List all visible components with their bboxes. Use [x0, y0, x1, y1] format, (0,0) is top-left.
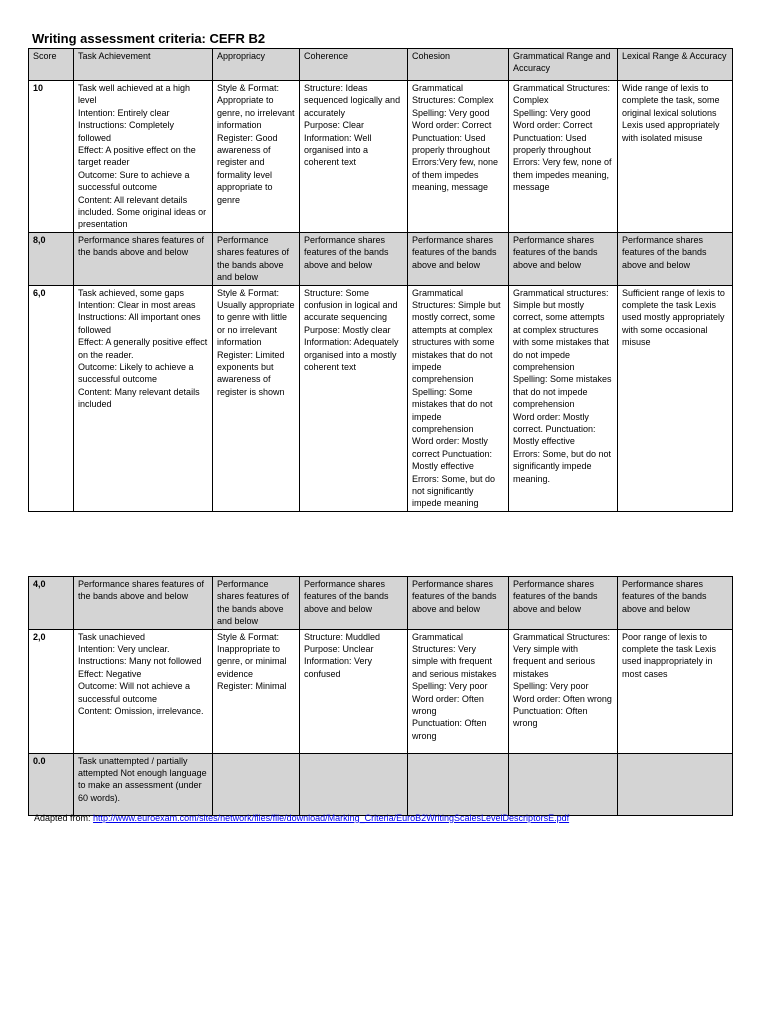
score-cell: 6,0	[29, 285, 74, 511]
coherence-cell: Performance shares features of the bands above and below	[300, 577, 408, 630]
task-cell: Task unattempted / partially attempted Not enough language to make an assessment (under 60 words).	[74, 753, 213, 815]
task-cell: Performance shares features of the bands above and below	[74, 232, 213, 285]
cohesion-cell: Grammatical Structures: Very simple with frequent and serious mistakes Spelling: Very poor Word order: Often wrong Punctuation: Often wrong	[408, 629, 509, 753]
appropriacy-cell: Style & Format: Inappropriate to genre, or minimal evidence Register: Minimal	[213, 629, 300, 753]
band-2-row	[29, 629, 733, 753]
appropriacy-cell: Style & Format: Appropriate to genre, no irrelevant information Register: Good awareness of register and formality level appropriate to genre	[213, 81, 300, 233]
band-0-row	[29, 753, 733, 815]
band-6-row	[29, 285, 733, 511]
grammar-cell: Grammatical Structures: Complex Spelling: Very good Word order: Correct Punctuation: Used properly throughout Errors: Very few, none of them impedes meaning, message	[509, 81, 618, 233]
grammar-cell: Grammatical Structures: Very simple with frequent and serious mistakes Spelling: Very poor Word order: Often wrong Punctuation: Often wrong	[509, 629, 618, 753]
score-cell: 0.0	[29, 753, 74, 815]
grammar-cell-empty	[509, 753, 618, 815]
source-footer	[34, 813, 569, 823]
score-cell: 2,0	[29, 629, 74, 753]
lexical-cell: Wide range of lexis to complete the task, some original lexical solutions Lexis used appropriately with isolated misuse	[618, 81, 733, 233]
coherence-cell: Structure: Muddled Purpose: Unclear Information: Very confused	[300, 629, 408, 753]
coherence-cell: Structure: Some confusion in logical and accurate sequencing Purpose: Mostly clear Information: Adequately organised into a mostly coherent text	[300, 285, 408, 511]
cohesion-cell: Performance shares features of the bands above and below	[408, 577, 509, 630]
grammar-cell: Grammatical structures: Simple but mostly correct, some attempts at complex structures with some mistakes that do not impede comprehension Spelling: Some mistakes that do not impede comprehension Word order: Mostly correct. Punctuation: Mostly effective Errors: Some, but do not significantly impede meaning.	[509, 285, 618, 511]
coherence-cell-empty	[300, 753, 408, 815]
header-task-achievement: Task Achievement	[74, 49, 213, 81]
appropriacy-cell-empty	[213, 753, 300, 815]
cohesion-cell: Grammatical Structures: Simple but mostly correct, some attempts at complex structures with some mistakes that do not impede comprehension Spelling: Some mistakes that do not impede comprehension Word order: Mostly correct Punctuation: Mostly effective Errors: Some, but do not significantly impede meaning	[408, 285, 509, 511]
lexical-cell: Sufficient range of lexis to complete the task Lexis used mostly appropriately with some occasional misuse	[618, 285, 733, 511]
lexical-cell: Performance shares features of the bands above and below	[618, 232, 733, 285]
lexical-cell: Performance shares features of the bands above and below	[618, 577, 733, 630]
header-grammatical-range: Grammatical Range and Accuracy	[509, 49, 618, 81]
lexical-cell: Poor range of lexis to complete the task Lexis used inappropriately in most cases	[618, 629, 733, 753]
band-4-row	[29, 577, 733, 630]
appropriacy-cell: Style & Format: Usually appropriate to genre with little or no irrelevant information Register: Limited exponents but awareness of register is shown	[213, 285, 300, 511]
grammar-cell: Performance shares features of the bands above and below	[509, 577, 618, 630]
header-cohesion: Cohesion	[408, 49, 509, 81]
cohesion-cell: Performance shares features of the bands above and below	[408, 232, 509, 285]
header-coherence: Coherence	[300, 49, 408, 81]
header-appropriacy: Appropriacy	[213, 49, 300, 81]
coherence-cell: Structure: Ideas sequenced logically and accurately Purpose: Clear Information: Well organised into a coherent text	[300, 81, 408, 233]
header-row	[29, 49, 733, 81]
appropriacy-cell: Performance shares features of the bands above and below	[213, 577, 300, 630]
header-score: Score	[29, 49, 74, 81]
page-title: Writing assessment criteria: CEFR B2	[32, 31, 266, 46]
lexical-cell-empty	[618, 753, 733, 815]
band-10-row	[29, 81, 733, 233]
criteria-table-lower	[28, 576, 733, 816]
score-cell: 4,0	[29, 577, 74, 630]
task-cell: Performance shares features of the bands above and below	[74, 577, 213, 630]
criteria-table-upper	[28, 48, 733, 512]
band-8-row	[29, 232, 733, 285]
cohesion-cell-empty	[408, 753, 509, 815]
footer-prefix: Adapted from:	[34, 813, 94, 823]
task-cell: Task achieved, some gaps Intention: Clear in most areas Instructions: All important ones followed Effect: A generally positive effect on the reader. Outcome: Likely to achieve a successful outcome Content: Many relevant details included	[74, 285, 213, 511]
appropriacy-cell: Performance shares features of the bands above and below	[213, 232, 300, 285]
score-cell: 10	[29, 81, 74, 233]
cohesion-cell: Grammatical Structures: Complex Spelling: Very good Word order: Correct Punctuation: Used properly throughout Errors:Very few, none of them impedes meaning, message	[408, 81, 509, 233]
source-link[interactable]: http://www.euroexam.com/sites/network/files/file/download/Marking_Criteria/EuroB2WritingScalesLevelDescriptorsE.pdf	[93, 813, 570, 823]
task-cell: Task unachieved Intention: Very unclear. Instructions: Many not followed Effect: Negative Outcome: Will not achieve a successful outcome Content: Omission, irrelevance.	[74, 629, 213, 753]
coherence-cell: Performance shares features of the bands above and below	[300, 232, 408, 285]
score-cell: 8,0	[29, 232, 74, 285]
grammar-cell: Performance shares features of the bands above and below	[509, 232, 618, 285]
task-cell: Task well achieved at a high level Intention: Entirely clear Instructions: Completely followed Effect: A positive effect on the target reader Outcome: Sure to achieve a successful outcome Content: All relevant details included. Some original ideas or presentation	[74, 81, 213, 233]
header-lexical-range: Lexical Range & Accuracy	[618, 49, 733, 81]
